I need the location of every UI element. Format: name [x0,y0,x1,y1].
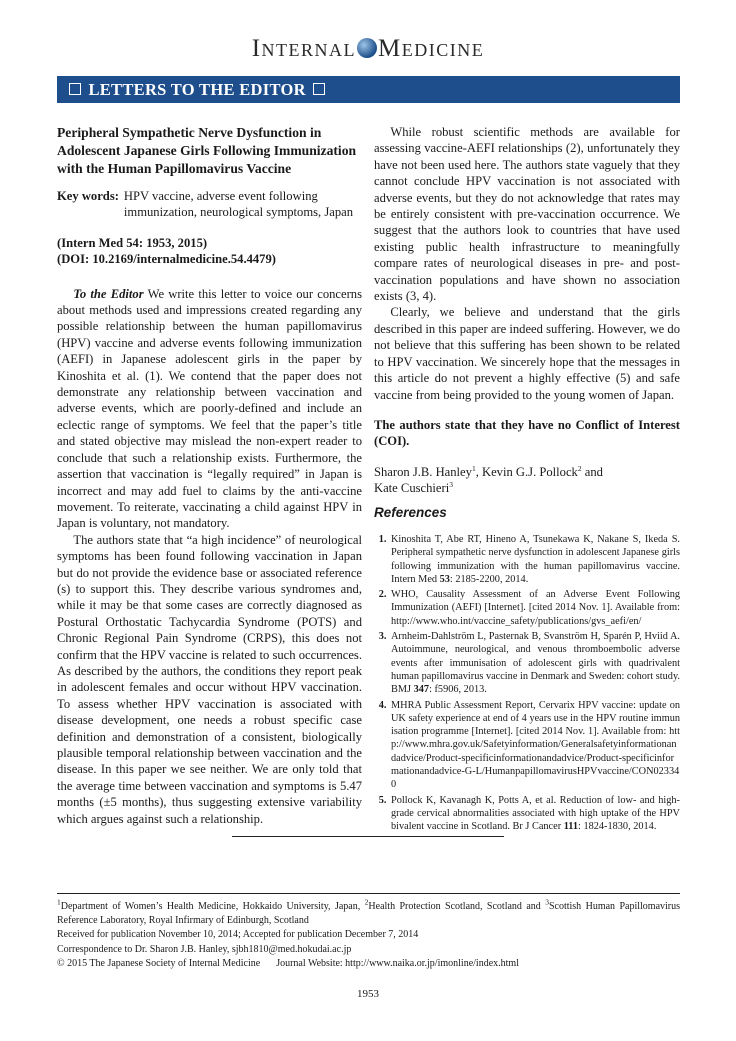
citation: (Intern Med 54: 1953, 2015) [57,235,208,250]
copyright: © 2015 The Japanese Society of Internal Medicine [57,958,261,970]
keywords-label: Key words: [57,189,119,203]
left-column [57,124,362,827]
reference-item [389,794,680,834]
author-affiliation-mark: 2 [577,463,582,473]
received-dates: Received for publication November 10, 2014; Accepted for publication December 7, 2014 [57,929,419,941]
reference-item [389,533,680,586]
footnotes [57,897,681,972]
reference-item: 2. WHO, Causality Assessment of an Adverse Event Following Immunization (AEFI) [Internet]. [cited 2014 Nov. 1]. Available from: http://www.who.int/vaccine_safety/publications/gvs_aefi/en/ [389,588,680,628]
body-paragraph-1 [57,286,362,532]
author-name: Kate Cuschieri [374,481,450,496]
body-paragraph-1-text: We write this letter to voice our concerns about methods used and impressions created regarding any possible relationship between the human papillomavirus (HPV) vaccine and adverse events following immunization (AEFI) in Japanese adolescent girls in the paper by Kinoshita et al. (1). We contend that the paper does not demonstrate any relationship between vaccination and adverse events, which are poorly-defined and include an eclectic range of symptoms. We feel that the paper’s title and stated objective may mislead the non-expert reader to conclude that such a relationship exists. Furthermore, the assertion that vaccination is “legally required” in Japan is incorrect and may add fuel to claims by the anti-vaccine movement. To reiterate, vaccinating a child against HPV in Japan is voluntary, not mandatory. [57,286,362,531]
section-label: LETTERS TO THE EDITOR [88,80,306,99]
conflict-of-interest: The authors state that they have no Conflict of Interest (COI). [374,417,680,449]
footnote-divider [57,893,680,894]
doi: (DOI: 10.2169/internalmedicine.54.4479) [57,252,276,267]
globe-logo-icon [357,38,377,58]
affiliation-3: Scottish Human Papillomavirus Reference Laboratory, Royal Infirmary of Edinburgh, Scotland [57,901,681,926]
reference-item: 4. MHRA Public Assessment Report, Cervarix HPV vaccine: update on UK safety experience at end of 4 years use in the HPV routine immunisation programme [Internet]. [cited 2014 Nov. 1]. Available from: http://www.mhra.gov.uk/Safetyinformation/Generalsafetyinformationandadvice/Product-specificinformationandadvice/Product-specificinformationandadvice-G-L/HumanpapillomavirusHPVvaccine/CON023340 [389,699,680,792]
right-column [374,124,680,835]
journal-header [0,34,736,64]
keywords [57,188,362,221]
square-bullet-icon [69,83,81,95]
reference-text: Kinoshita T, Abe RT, Hineno A, Tsunekawa K, Nakane S, Ikeda S. Peripheral sympathetic nerve dysfunction in adolescent Japanese girls following immunization with the human papillomavirus vaccine. Intern Med [391,533,680,585]
editor-salutation: To the Editor [73,286,144,301]
correspondence: Correspondence to Dr. Sharon J.B. Hanley, sjbh1810@med.hokudai.ac.jp [57,943,352,955]
body-paragraph-2: The authors state that “a high incidence” of neurological symptoms has been found following vaccination in Japan but do not provide the evidence base or associated reference (s) to support this. They describe various syndromes and, while it may be that some cases are correctly diagnosed as Postural Orthostatic Tachycardia Syndrome (POTS) and Chronic Regional Pain Syndrome (CRPS), this does not confirm that the HPV vaccine is related to such occurrences. As described by the authors, the conditions they report peak in adolescent females and occur without HPV vaccination. To assess whether HPV vaccination is associated with disease development, one needs a robust specific case definition and demonstration of a consistent, biologically plausible temporal relationship between vaccination and the disease. In this paper we see neither. We are only told that the average time between vaccination and symptoms is 5.47 months (±5 months), thus suggesting extensive variability which argues against such a relationship. [57,532,362,826]
keywords-text: HPV vaccine, adverse event following immunization, neurological symptoms, Japan [123,189,354,220]
reference-text: Arnheim-Dahlström L, Pasternak B, Svanström H, Sparén P, Hviid A. Autoimmune, neurological, and venous thromboembolic adverse events after immunisation of adolescent girls with quadrivalent human papillomavirus vaccine in Denmark and Sweden: cohort study. BMJ [391,631,681,696]
reference-pages: : f5906, 2013. [429,684,487,696]
reference-volume: 347 [413,684,430,696]
author-separator: , [475,464,482,479]
page-number: 1953 [357,988,379,1000]
affiliations: $^1$Department of Women’s Health Medicine, Hokkaido University, Japan, $^2$Health Protection Scotland, Scotland and $^3$Scottish Human Papillomavirus Reference Laboratory, Royal Infirmary of Edinburgh, Scotland [57,897,681,926]
affiliation-1: Department of Women’s Health Medicine, Hokkaido University, Japan, [60,901,365,912]
reference-volume: 53 [439,573,450,585]
reference-item [389,630,680,696]
reference-text: Pollock K, Kavanagh K, Potts A, et al. Reduction of low- and high-grade cervical abnormalities associated with high uptake of the HPV bivalent vaccine in Scotland. Br J Cancer [391,794,680,833]
body-paragraph-4: Clearly, we believe and understand that the girls described in this paper are indeed suffering. However, we do not believe that this suffering has been shown to be related to HPV vaccination. We sincerely hope that the messages in this article do not prevent a highly effective (5) and safe vaccine from being provided to the young women of Japan. [374,305,680,402]
author-name: Kevin G.J. Pollock [482,464,578,479]
article-title: Peripheral Sympathetic Nerve Dysfunction in Adolescent Japanese Girls Following Immunization with the Human Papillomavirus Vaccine [57,125,357,176]
references-heading: References [374,504,447,520]
end-divider [232,836,504,837]
section-banner [57,76,680,103]
journal-website: Journal Website: http://www.naika.or.jp/imonline/index.html [276,958,519,970]
reference-pages: : 1824-1830, 2014. [578,821,657,833]
author-separator: and [581,464,603,479]
copyright-line [57,957,680,971]
reference-volume: 111 [563,821,579,833]
square-bullet-icon [313,83,325,95]
author-list [374,464,680,497]
journal-name-part1: Internal [251,35,357,62]
reference-pages: : 2185-2200, 2014. [449,573,529,585]
journal-name-part2: Medicine [378,35,485,62]
affiliation-2: Health Protection Scotland, Scotland and [368,901,546,912]
author-affiliation-mark: 3 [449,479,453,489]
body-paragraph-3: While robust scientific methods are available for assessing vaccine-AEFI relationships (2), unfortunately they have not been used here. The authors state vaguely that they cannot conclude HPV vaccination is not associated with adverse events, but they do not acknowledge that rates may be entirely consistent with pre-vaccination occurrence. We suggest that the authors look to countries that have used existing public health infrastructure to meaningfully compare rates of neurological diseases in pre- and post-vaccination populations and have shown no association exists (3, 4). [374,125,680,304]
reference-list [374,533,680,834]
author-affiliation-mark: 1 [471,463,476,473]
author-name: Sharon J.B. Hanley [374,464,472,479]
